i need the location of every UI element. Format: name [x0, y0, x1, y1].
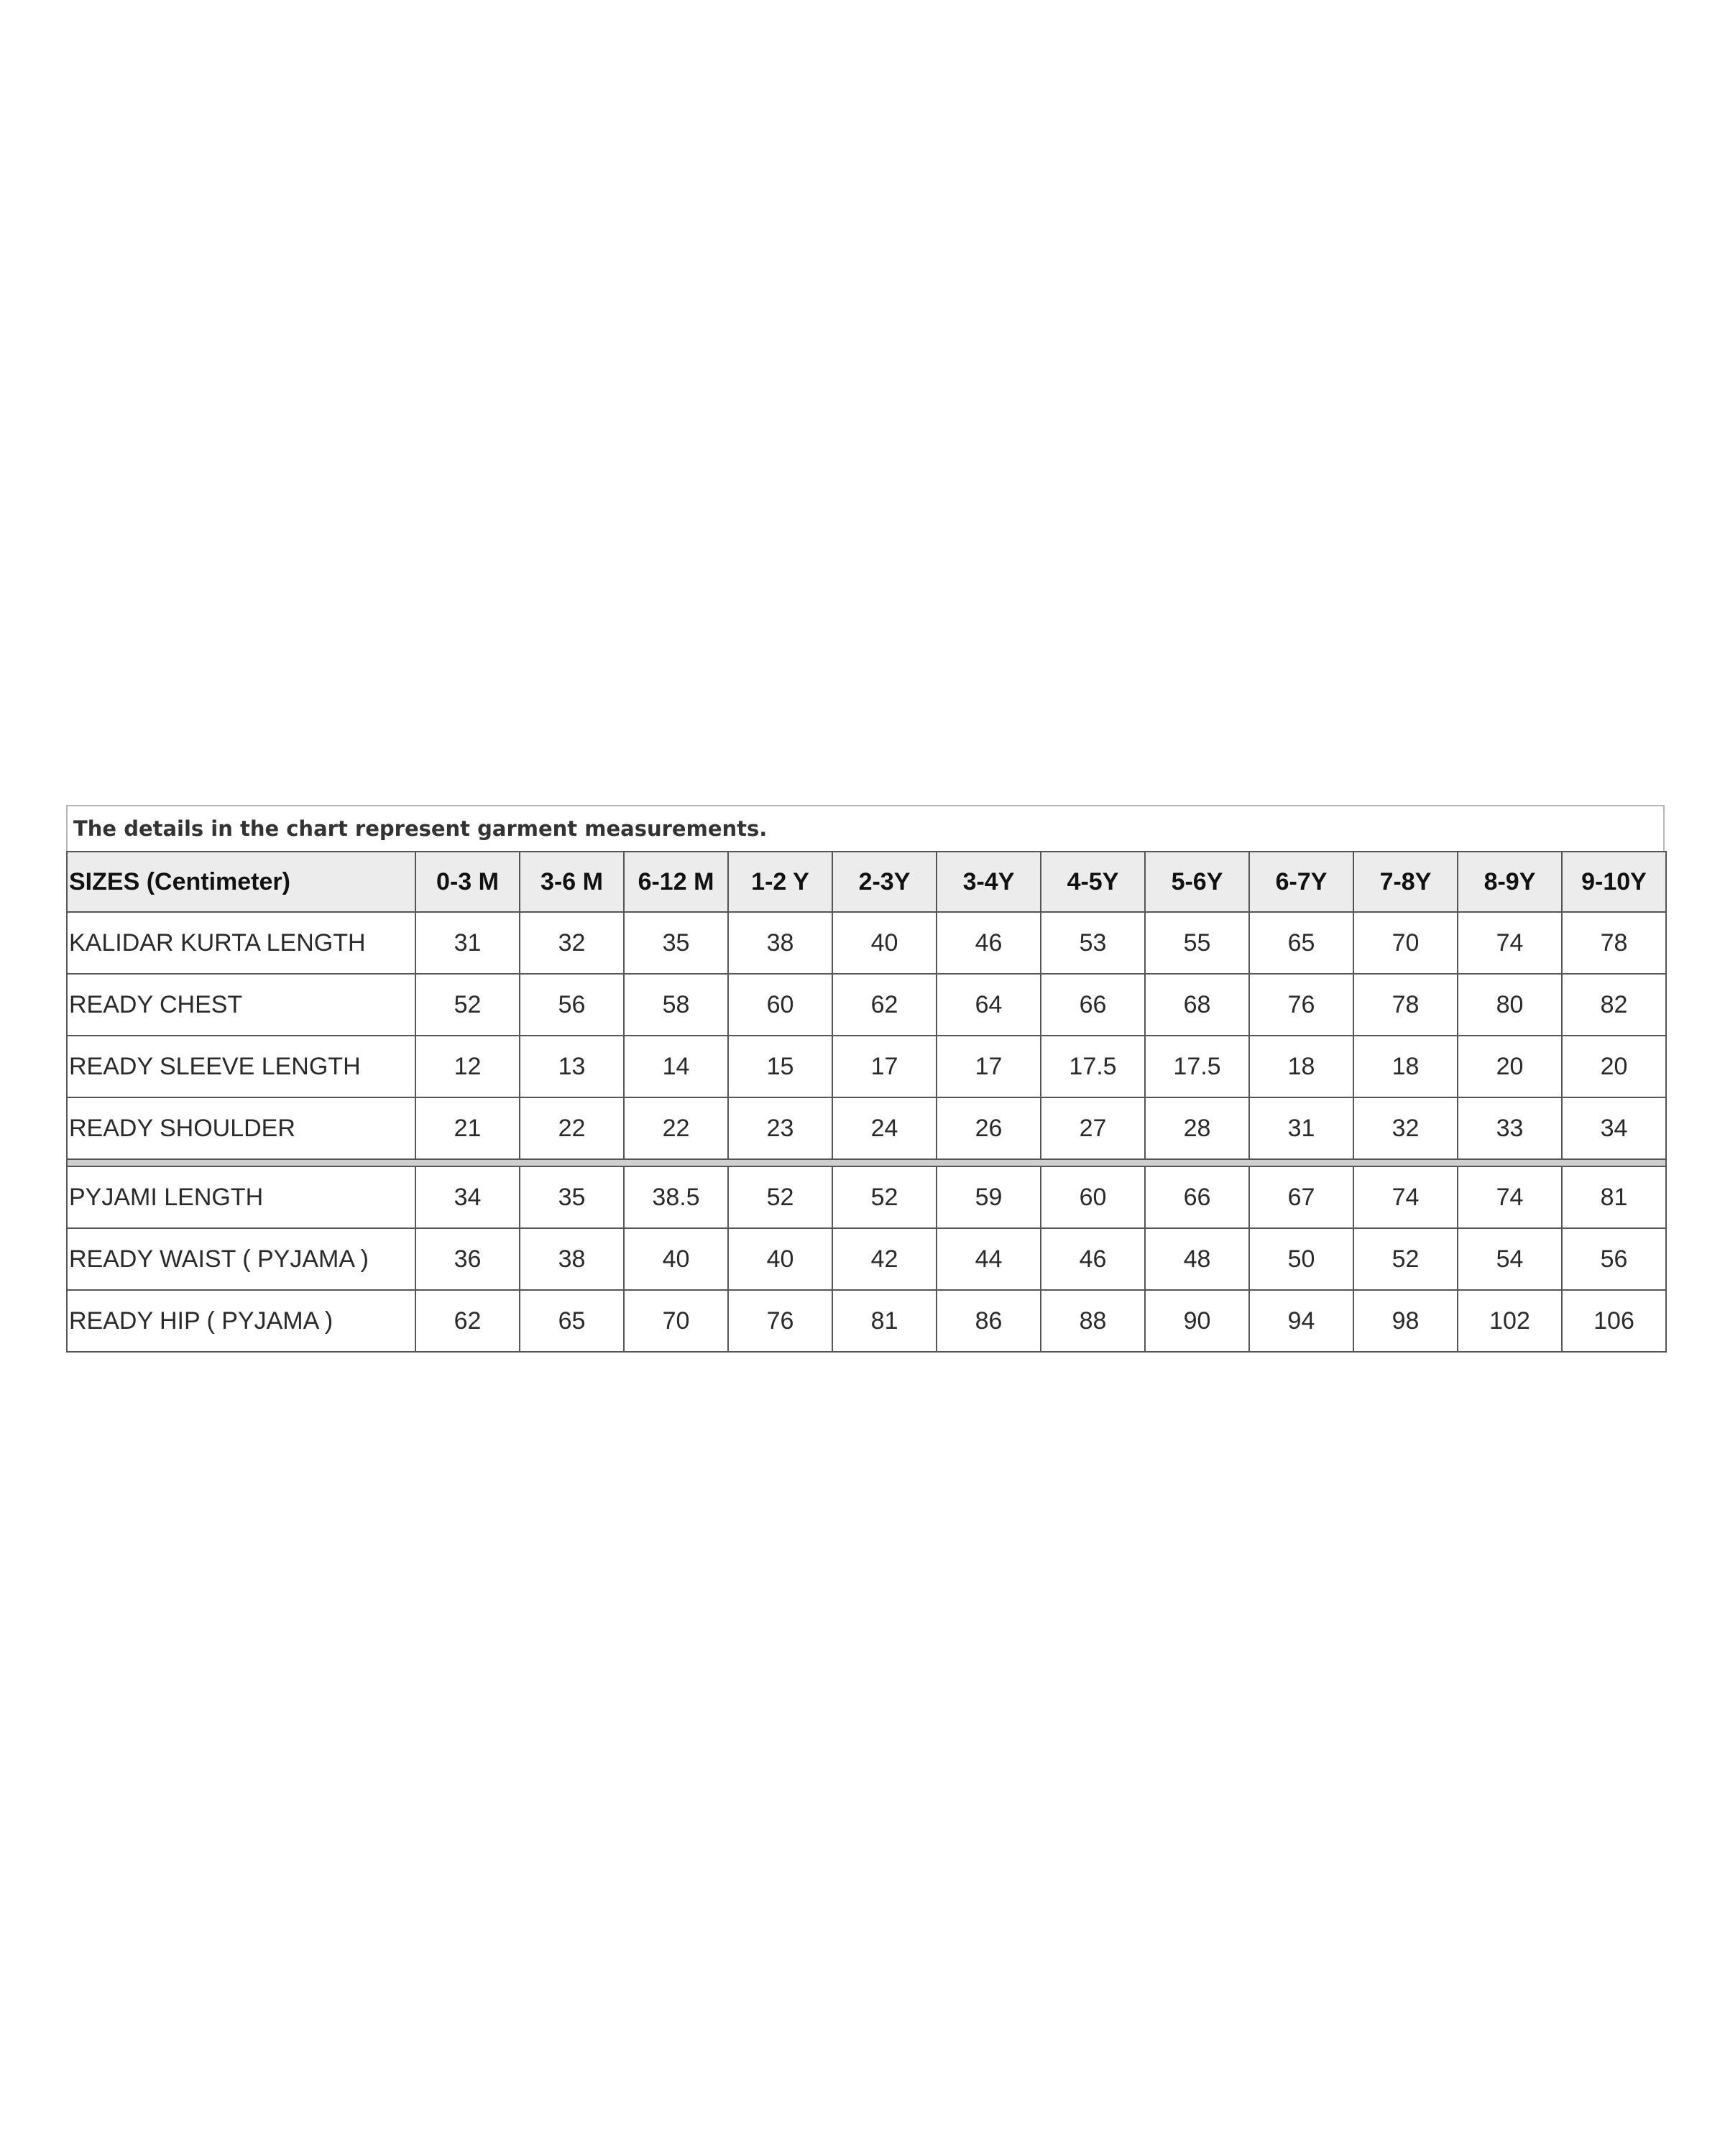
- table-cell: 14: [624, 1036, 728, 1097]
- table-cell: 60: [728, 974, 832, 1036]
- table-cell: 18: [1353, 1036, 1458, 1097]
- table-cell: 94: [1249, 1290, 1353, 1352]
- table-row: [67, 974, 1666, 1036]
- table-cell: 102: [1458, 1290, 1562, 1352]
- size-header-5: 3-4Y: [937, 852, 1041, 912]
- table-cell: 28: [1145, 1097, 1249, 1159]
- row-label: KALIDAR KURTA LENGTH: [67, 912, 415, 974]
- table-cell: 56: [1562, 1228, 1666, 1290]
- table-cell: 62: [415, 1290, 520, 1352]
- size-header-2: 6-12 M: [624, 852, 728, 912]
- chart-note: The details in the chart represent garment measurements.: [66, 805, 1665, 851]
- table-cell: 40: [728, 1228, 832, 1290]
- table-cell: 24: [832, 1097, 937, 1159]
- table-cell: 52: [415, 974, 520, 1036]
- table-cell: 46: [937, 912, 1041, 974]
- table-cell: 88: [1041, 1290, 1145, 1352]
- table-cell: 52: [728, 1166, 832, 1228]
- size-header-8: 6-7Y: [1249, 852, 1353, 912]
- table-cell: 36: [415, 1228, 520, 1290]
- size-header-4: 2-3Y: [832, 852, 937, 912]
- table-cell: 44: [937, 1228, 1041, 1290]
- table-cell: 98: [1353, 1290, 1458, 1352]
- table-cell: 62: [832, 974, 937, 1036]
- table-cell: 23: [728, 1097, 832, 1159]
- table-cell: 33: [1458, 1097, 1562, 1159]
- table-cell: 31: [1249, 1097, 1353, 1159]
- table-cell: 59: [937, 1166, 1041, 1228]
- table-cell: 80: [1458, 974, 1562, 1036]
- table-cell: 81: [832, 1290, 937, 1352]
- table-cell: 106: [1562, 1290, 1666, 1352]
- row-label: READY SHOULDER: [67, 1097, 415, 1159]
- table-row: [67, 1036, 1666, 1097]
- table-cell: 15: [728, 1036, 832, 1097]
- table-cell: 66: [1145, 1166, 1249, 1228]
- table-cell: 20: [1562, 1036, 1666, 1097]
- table-cell: 50: [1249, 1228, 1353, 1290]
- table-cell: 27: [1041, 1097, 1145, 1159]
- table-cell: 34: [1562, 1097, 1666, 1159]
- table-cell: 52: [1353, 1228, 1458, 1290]
- table-cell: 35: [624, 912, 728, 974]
- table-row: [67, 912, 1666, 974]
- size-chart: [66, 805, 1665, 1353]
- table-cell: 58: [624, 974, 728, 1036]
- table-cell: 12: [415, 1036, 520, 1097]
- table-cell: 38.5: [624, 1166, 728, 1228]
- row-label: READY SLEEVE LENGTH: [67, 1036, 415, 1097]
- row-label: READY WAIST ( PYJAMA ): [67, 1228, 415, 1290]
- table-cell: 76: [728, 1290, 832, 1352]
- table-cell: 52: [832, 1166, 937, 1228]
- table-cell: 64: [937, 974, 1041, 1036]
- section-divider: [67, 1159, 1666, 1166]
- size-header-7: 5-6Y: [1145, 852, 1249, 912]
- table-cell: 67: [1249, 1166, 1353, 1228]
- size-header-0: 0-3 M: [415, 852, 520, 912]
- header-label: SIZES (Centimeter): [67, 852, 415, 912]
- table-cell: 48: [1145, 1228, 1249, 1290]
- table-row: [67, 1228, 1666, 1290]
- table-cell: 66: [1041, 974, 1145, 1036]
- table-cell: 38: [728, 912, 832, 974]
- table-cell: 76: [1249, 974, 1353, 1036]
- table-cell: 31: [415, 912, 520, 974]
- table-row: [67, 1166, 1666, 1228]
- row-label: READY CHEST: [67, 974, 415, 1036]
- table-cell: 42: [832, 1228, 937, 1290]
- table-cell: 22: [520, 1097, 624, 1159]
- header-row: [67, 852, 1666, 912]
- table-cell: 20: [1458, 1036, 1562, 1097]
- size-table: [66, 851, 1667, 1353]
- table-row: [67, 1290, 1666, 1352]
- table-cell: 38: [520, 1228, 624, 1290]
- table-cell: 53: [1041, 912, 1145, 974]
- table-cell: 21: [415, 1097, 520, 1159]
- table-cell: 34: [415, 1166, 520, 1228]
- table-body: [67, 912, 1666, 1352]
- table-cell: 32: [520, 912, 624, 974]
- table-cell: 40: [832, 912, 937, 974]
- table-cell: 55: [1145, 912, 1249, 974]
- table-cell: 70: [1353, 912, 1458, 974]
- table-cell: 22: [624, 1097, 728, 1159]
- table-cell: 81: [1562, 1166, 1666, 1228]
- table-cell: 17: [937, 1036, 1041, 1097]
- table-cell: 74: [1458, 1166, 1562, 1228]
- table-cell: 26: [937, 1097, 1041, 1159]
- table-cell: 17.5: [1041, 1036, 1145, 1097]
- table-cell: 68: [1145, 974, 1249, 1036]
- table-cell: 74: [1458, 912, 1562, 974]
- table-cell: 40: [624, 1228, 728, 1290]
- table-cell: 32: [1353, 1097, 1458, 1159]
- table-row: [67, 1097, 1666, 1159]
- size-header-6: 4-5Y: [1041, 852, 1145, 912]
- size-header-10: 8-9Y: [1458, 852, 1562, 912]
- table-cell: 90: [1145, 1290, 1249, 1352]
- size-header-9: 7-8Y: [1353, 852, 1458, 912]
- size-header-3: 1-2 Y: [728, 852, 832, 912]
- table-cell: 70: [624, 1290, 728, 1352]
- table-cell: 17: [832, 1036, 937, 1097]
- table-cell: 35: [520, 1166, 624, 1228]
- table-cell: 82: [1562, 974, 1666, 1036]
- table-cell: 86: [937, 1290, 1041, 1352]
- size-header-1: 3-6 M: [520, 852, 624, 912]
- row-label: READY HIP ( PYJAMA ): [67, 1290, 415, 1352]
- table-cell: 78: [1353, 974, 1458, 1036]
- table-cell: 74: [1353, 1166, 1458, 1228]
- table-cell: 78: [1562, 912, 1666, 974]
- table-cell: 46: [1041, 1228, 1145, 1290]
- table-cell: 18: [1249, 1036, 1353, 1097]
- row-label: PYJAMI LENGTH: [67, 1166, 415, 1228]
- table-cell: 60: [1041, 1166, 1145, 1228]
- section-divider-cell: [67, 1159, 1666, 1166]
- table-cell: 65: [520, 1290, 624, 1352]
- table-cell: 54: [1458, 1228, 1562, 1290]
- size-header-11: 9-10Y: [1562, 852, 1666, 912]
- table-cell: 65: [1249, 912, 1353, 974]
- table-cell: 56: [520, 974, 624, 1036]
- table-cell: 13: [520, 1036, 624, 1097]
- table-cell: 17.5: [1145, 1036, 1249, 1097]
